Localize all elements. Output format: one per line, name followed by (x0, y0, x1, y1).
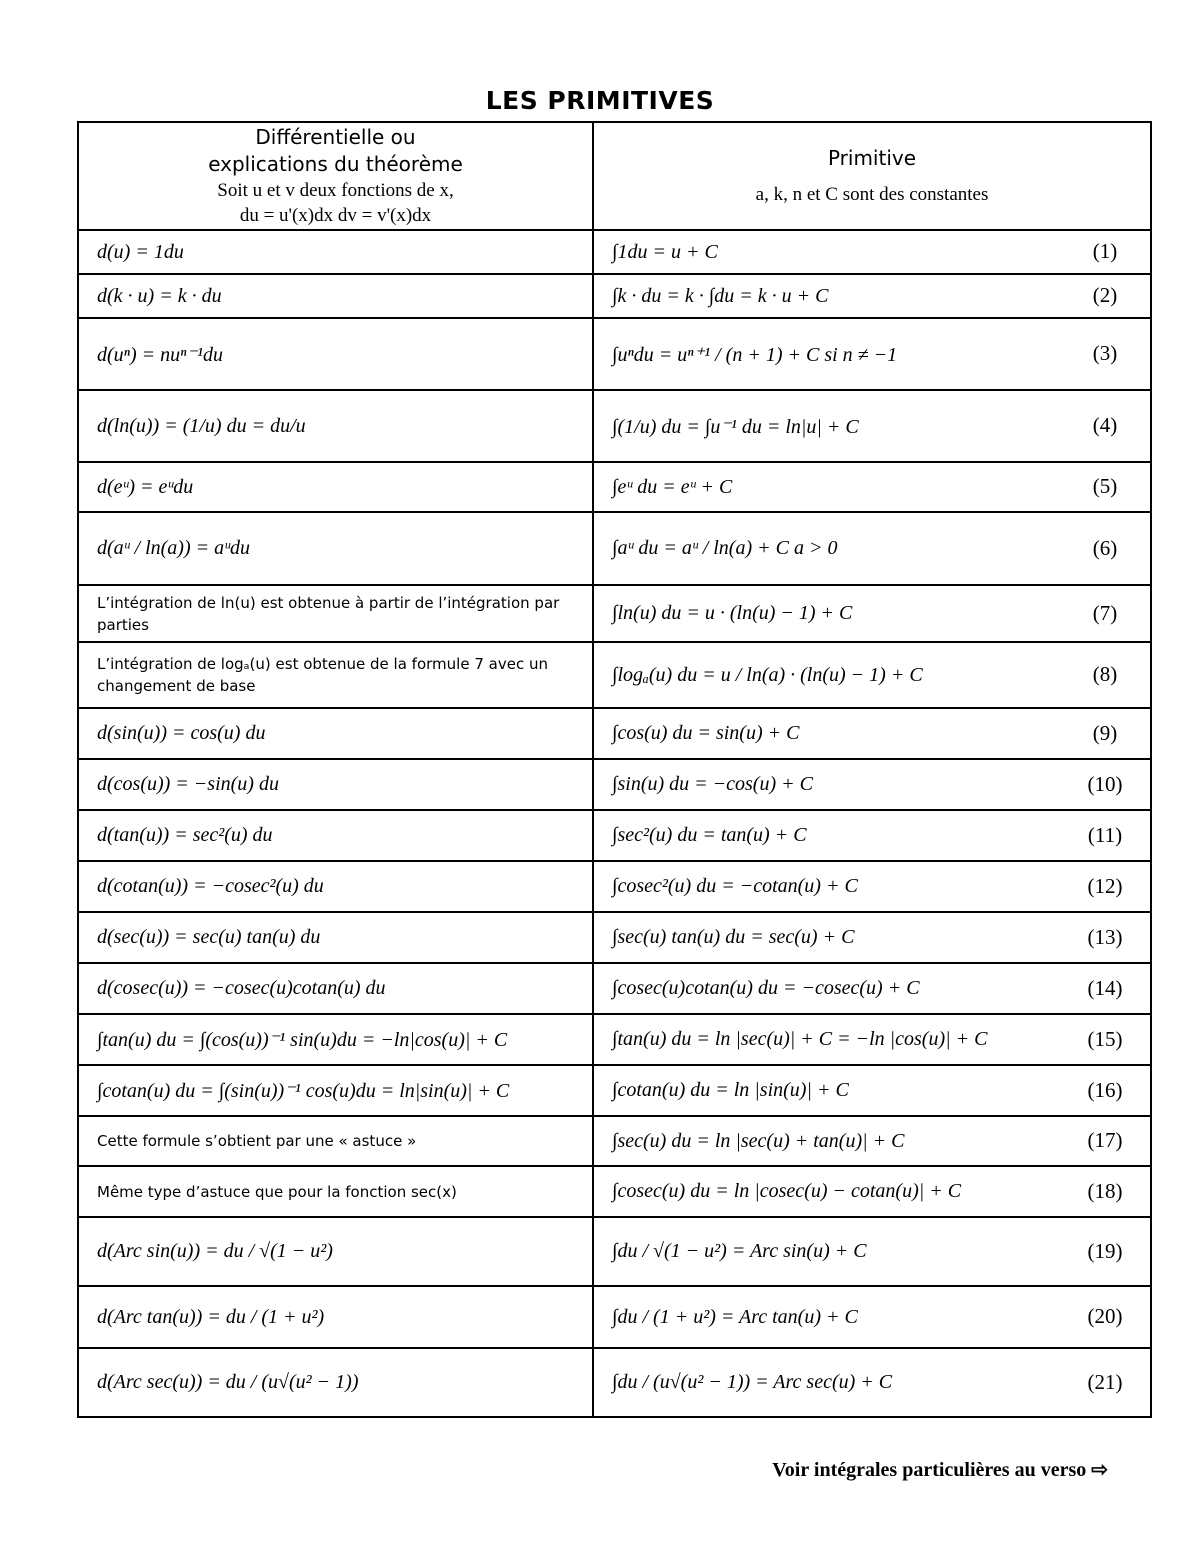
table-row (78, 861, 1151, 912)
table-row (78, 390, 1151, 462)
table-row (78, 810, 1151, 861)
equation-number: (8) (1092, 662, 1118, 686)
differential-cell: d(aᵘ / ln(a)) = aᵘdu (78, 512, 593, 585)
primitive-cell: ∫ln(u) du = u · (ln(u) − 1) + C (593, 585, 1151, 642)
differential-cell: d(cotan(u)) = −cosec²(u) du (78, 861, 593, 912)
primitive-cell: ∫sec(u) du = ln |sec(u) + tan(u)| + C (593, 1116, 1151, 1166)
differential-cell: d(Arc tan(u)) = du / (1 + u²) (78, 1286, 593, 1348)
table-row (78, 512, 1151, 585)
header-prim-line1: Primitive (827, 146, 917, 170)
table-row (78, 1166, 1151, 1217)
primitive-cell: ∫sin(u) du = −cos(u) + C (593, 759, 1151, 810)
primitive-cell: ∫cosec²(u) du = −cotan(u) + C (593, 861, 1151, 912)
primitive-cell: ∫cotan(u) du = ln |sin(u)| + C (593, 1065, 1151, 1116)
differential-cell: d(cos(u)) = −sin(u) du (78, 759, 593, 810)
primitive-cell: ∫eᵘ du = eᵘ + C (593, 462, 1151, 512)
differential-cell: d(eᵘ) = eᵘdu (78, 462, 593, 512)
primitive-cell: ∫cosec(u)cotan(u) du = −cosec(u) + C (593, 963, 1151, 1014)
differential-cell: d(u) = 1du (78, 230, 593, 274)
equation-number: (3) (1092, 341, 1118, 365)
verso-note: Voir intégrales particulières au verso ⇨ (772, 1459, 1108, 1481)
equation-number: (6) (1092, 535, 1118, 560)
primitive-cell: ∫k · du = k · ∫du = k · u + C (593, 274, 1151, 318)
primitive-cell: ∫logₐ(u) du = u / ln(a) · (ln(u) − 1) + C (593, 642, 1151, 708)
primitive-cell: ∫sec(u) tan(u) du = sec(u) + C (593, 912, 1151, 963)
differential-cell: d(tan(u)) = sec²(u) du (78, 810, 593, 861)
header-diff-line2: explications du théorème (208, 152, 463, 176)
equation-number: (17) (1087, 1128, 1123, 1152)
primitive-cell: ∫uⁿdu = uⁿ⁺¹ / (n + 1) + C si n ≠ −1 (593, 318, 1151, 390)
differential-cell: d(uⁿ) = nuⁿ⁻¹du (78, 318, 593, 390)
table-row (78, 642, 1151, 708)
equation-number: (18) (1087, 1178, 1123, 1203)
primitive-cell: ∫du / √(1 − u²) = Arc sin(u) + C (593, 1217, 1151, 1286)
equation-number: (19) (1087, 1238, 1123, 1263)
table-header-row (78, 122, 1151, 230)
primitive-cell: ∫cos(u) du = sin(u) + C (593, 708, 1151, 759)
equation-number: (16) (1087, 1077, 1123, 1102)
differential-cell: d(sin(u)) = cos(u) du (78, 708, 593, 759)
differential-cell: ∫tan(u) du = ∫(cos(u))⁻¹ sin(u)du = −ln|cos(u)| + C (78, 1014, 593, 1065)
equation-number: (1) (1092, 239, 1118, 263)
equation-number: (15) (1087, 1026, 1123, 1051)
header-diff-line1: Différentielle ou (255, 125, 416, 149)
header-diff-line3: Soit u et v deux fonctions de x, (217, 180, 454, 201)
table-row (78, 1014, 1151, 1065)
differential-cell: d(Arc sin(u)) = du / √(1 − u²) (78, 1217, 593, 1286)
primitive-cell: ∫aᵘ du = aᵘ / ln(a) + C a > 0 (593, 512, 1151, 585)
differential-cell: L’intégration de logₐ(u) est obtenue de la formule 7 avec un changement de base (78, 642, 593, 708)
equation-number: (21) (1087, 1369, 1123, 1394)
equation-number: (14) (1087, 975, 1123, 1000)
equation-number: (10) (1087, 771, 1123, 796)
primitive-cell: ∫cosec(u) du = ln |cosec(u) − cotan(u)| + C (593, 1166, 1151, 1217)
equation-number: (4) (1092, 413, 1118, 437)
primitive-cell: ∫sec²(u) du = tan(u) + C (593, 810, 1151, 861)
table-row (78, 585, 1151, 642)
equation-number: (11) (1087, 822, 1123, 847)
equation-number: (9) (1092, 720, 1118, 745)
differential-cell: d(cosec(u)) = −cosec(u)cotan(u) du (78, 963, 593, 1014)
equation-number: (7) (1092, 600, 1118, 625)
primitives-table (77, 121, 1152, 1418)
table-row (78, 1116, 1151, 1166)
differential-cell: Cette formule s’obtient par une « astuce » (78, 1116, 593, 1166)
equation-number: (2) (1092, 283, 1118, 307)
differential-cell: Même type d’astuce que pour la fonction sec(x) (78, 1166, 593, 1217)
table-body (78, 230, 1151, 1417)
equation-number: (20) (1087, 1304, 1123, 1328)
differential-cell: d(sec(u)) = sec(u) tan(u) du (78, 912, 593, 963)
table-row (78, 912, 1151, 963)
differential-cell: d(Arc sec(u)) = du / (u√(u² − 1)) (78, 1348, 593, 1417)
table-row (78, 708, 1151, 759)
differential-cell: d(k · u) = k · du (78, 274, 593, 318)
differential-cell: d(ln(u)) = (1/u) du = du/u (78, 390, 593, 462)
primitive-cell: ∫du / (u√(u² − 1)) = Arc sec(u) + C (593, 1348, 1151, 1417)
equation-number: (5) (1092, 474, 1118, 498)
table-row (78, 1217, 1151, 1286)
equation-number: (12) (1087, 873, 1123, 898)
differential-cell: L’intégration de ln(u) est obtenue à partir de l’intégration par parties (78, 585, 593, 642)
table-row (78, 963, 1151, 1014)
table-row (78, 274, 1151, 318)
table-row (78, 462, 1151, 512)
table-row (78, 759, 1151, 810)
table-row (78, 1286, 1151, 1348)
table-row (78, 230, 1151, 274)
equation-number: (13) (1087, 924, 1123, 949)
page-title: LES PRIMITIVES (485, 86, 715, 115)
table-row (78, 1065, 1151, 1116)
differential-cell: ∫cotan(u) du = ∫(sin(u))⁻¹ cos(u)du = ln|sin(u)| + C (78, 1065, 593, 1116)
primitive-cell: ∫tan(u) du = ln |sec(u)| + C = −ln |cos(u)| + C (593, 1014, 1151, 1065)
header-differential (78, 122, 593, 230)
table-row (78, 318, 1151, 390)
primitive-cell: ∫(1/u) du = ∫u⁻¹ du = ln|u| + C (593, 390, 1151, 462)
table-row (78, 1348, 1151, 1417)
header-diff-line4: du = u'(x)dx dv = v'(x)dx (239, 205, 432, 226)
primitive-cell: ∫1du = u + C (593, 230, 1151, 274)
header-primitive (593, 122, 1151, 230)
primitive-cell: ∫du / (1 + u²) = Arc tan(u) + C (593, 1286, 1151, 1348)
header-prim-line2: a, k, n et C sont des constantes (755, 184, 989, 205)
